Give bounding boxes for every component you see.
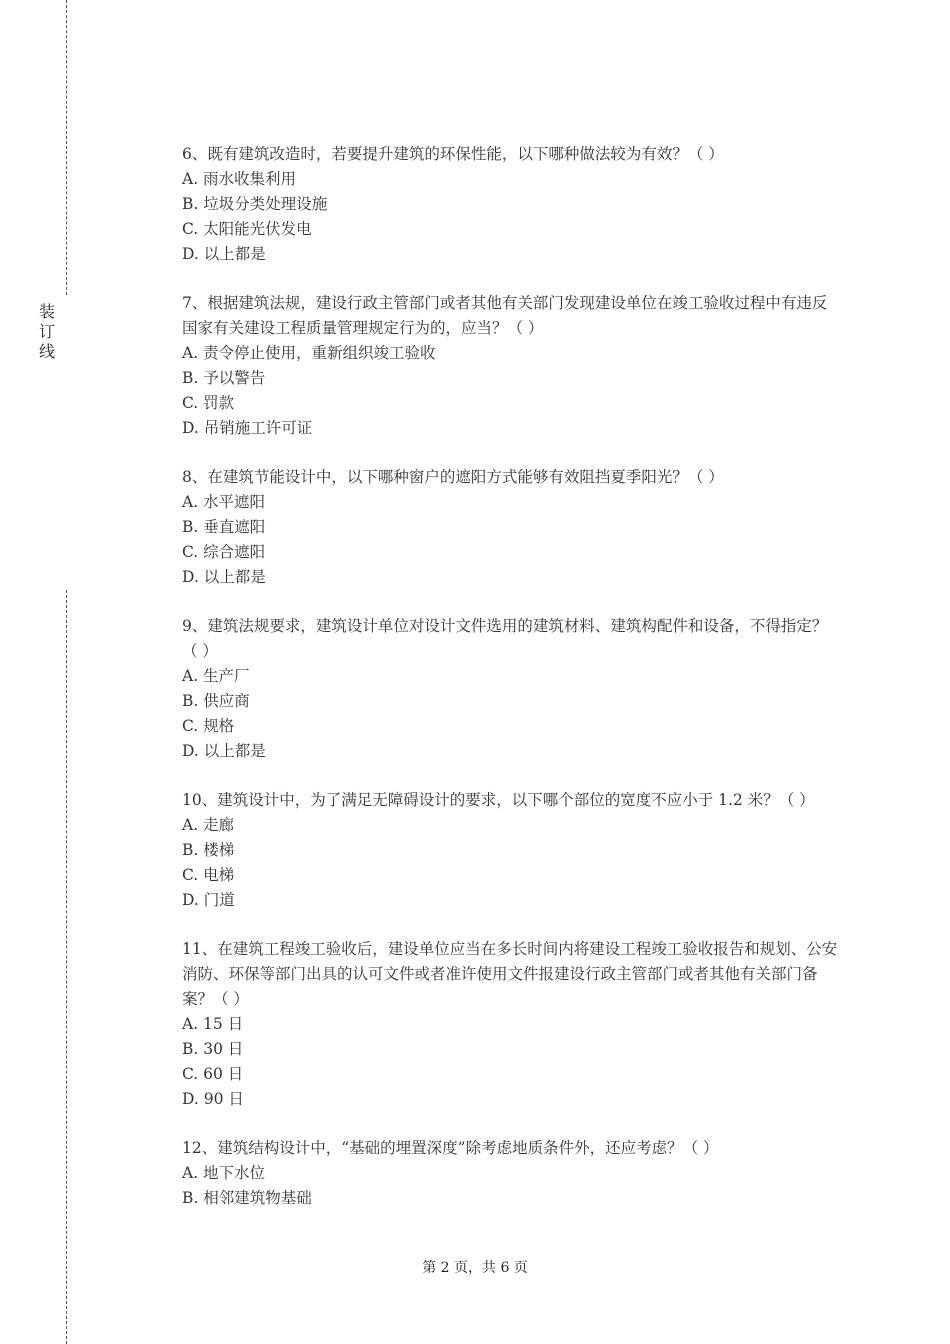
question-text: 7、根据建筑法规，建设行政主管部门或者其他有关部门发现建设单位在竣工验收过程中有违反国家有关建设工程质量管理规定行为的，应当？（ ）	[182, 294, 828, 337]
option-d: D. 以上都是	[182, 742, 266, 760]
option-d: D. 90 日	[182, 1090, 244, 1108]
binding-char: 线	[38, 342, 55, 361]
option-b: B. 供应商	[182, 692, 250, 710]
binding-dashed-line-bottom	[66, 590, 67, 1344]
option-b: B. 予以警告	[182, 369, 266, 387]
option-d: D. 以上都是	[182, 568, 266, 586]
option-d: D. 门道	[182, 891, 235, 909]
option-d: D. 以上都是	[182, 245, 266, 263]
question-text: 10、建筑设计中，为了满足无障碍设计的要求，以下哪个部位的宽度不应小于 1.2 米？（ ）	[182, 791, 815, 809]
option-a: A. 走廊	[182, 816, 235, 834]
option-a: A. 水平遮阳	[182, 493, 266, 511]
question-7	[182, 291, 842, 441]
question-10	[182, 788, 842, 913]
question-8	[182, 465, 842, 590]
option-c: C. 规格	[182, 717, 235, 735]
option-c: C. 60 日	[182, 1065, 244, 1083]
question-text: 6、既有建筑改造时，若要提升建筑的环保性能，以下哪种做法较为有效？（ ）	[182, 145, 724, 163]
question-6	[182, 142, 842, 267]
binding-dashed-line-top	[66, 0, 67, 295]
option-b: B. 垃圾分类处理设施	[182, 195, 328, 213]
option-c: C. 综合遮阳	[182, 543, 266, 561]
option-a: A. 15 日	[182, 1015, 244, 1033]
option-b: B. 楼梯	[182, 841, 235, 859]
binding-line-label	[37, 302, 57, 362]
binding-char: 订	[38, 322, 55, 341]
option-b: B. 垂直遮阳	[182, 518, 266, 536]
option-a: A. 责令停止使用，重新组织竣工验收	[182, 344, 436, 362]
question-text: 11、在建筑工程竣工验收后，建设单位应当在多长时间内将建设工程竣工验收报告和规划、公安消防、环保等部门出具的认可文件或者准许使用文件报建设行政主管部门或者其他有关部门备案？（ ）	[182, 940, 838, 1008]
option-b: B. 30 日	[182, 1040, 244, 1058]
question-list	[182, 142, 842, 1235]
page-number: 第 2 页，共 6 页	[422, 1260, 528, 1276]
option-b: B. 相邻建筑物基础	[182, 1189, 312, 1207]
binding-char: 装	[38, 302, 55, 321]
question-9	[182, 614, 842, 764]
option-a: A. 地下水位	[182, 1164, 266, 1182]
option-a: A. 生产厂	[182, 667, 250, 685]
question-text: 8、在建筑节能设计中，以下哪种窗户的遮阳方式能够有效阻挡夏季阳光？（ ）	[182, 468, 724, 486]
question-text: 12、建筑结构设计中，“基础的埋置深度”除考虑地质条件外，还应考虑？（ ）	[182, 1139, 719, 1157]
question-11	[182, 937, 842, 1112]
option-c: C. 罚款	[182, 394, 235, 412]
question-12	[182, 1136, 842, 1211]
option-c: C. 电梯	[182, 866, 235, 884]
option-a: A. 雨水收集利用	[182, 170, 297, 188]
question-text: 9、建筑法规要求，建筑设计单位对设计文件选用的建筑材料、建筑构配件和设备，不得指定？（ ）	[182, 617, 828, 660]
option-d: D. 吊销施工许可证	[182, 419, 313, 437]
option-c: C. 太阳能光伏发电	[182, 220, 312, 238]
